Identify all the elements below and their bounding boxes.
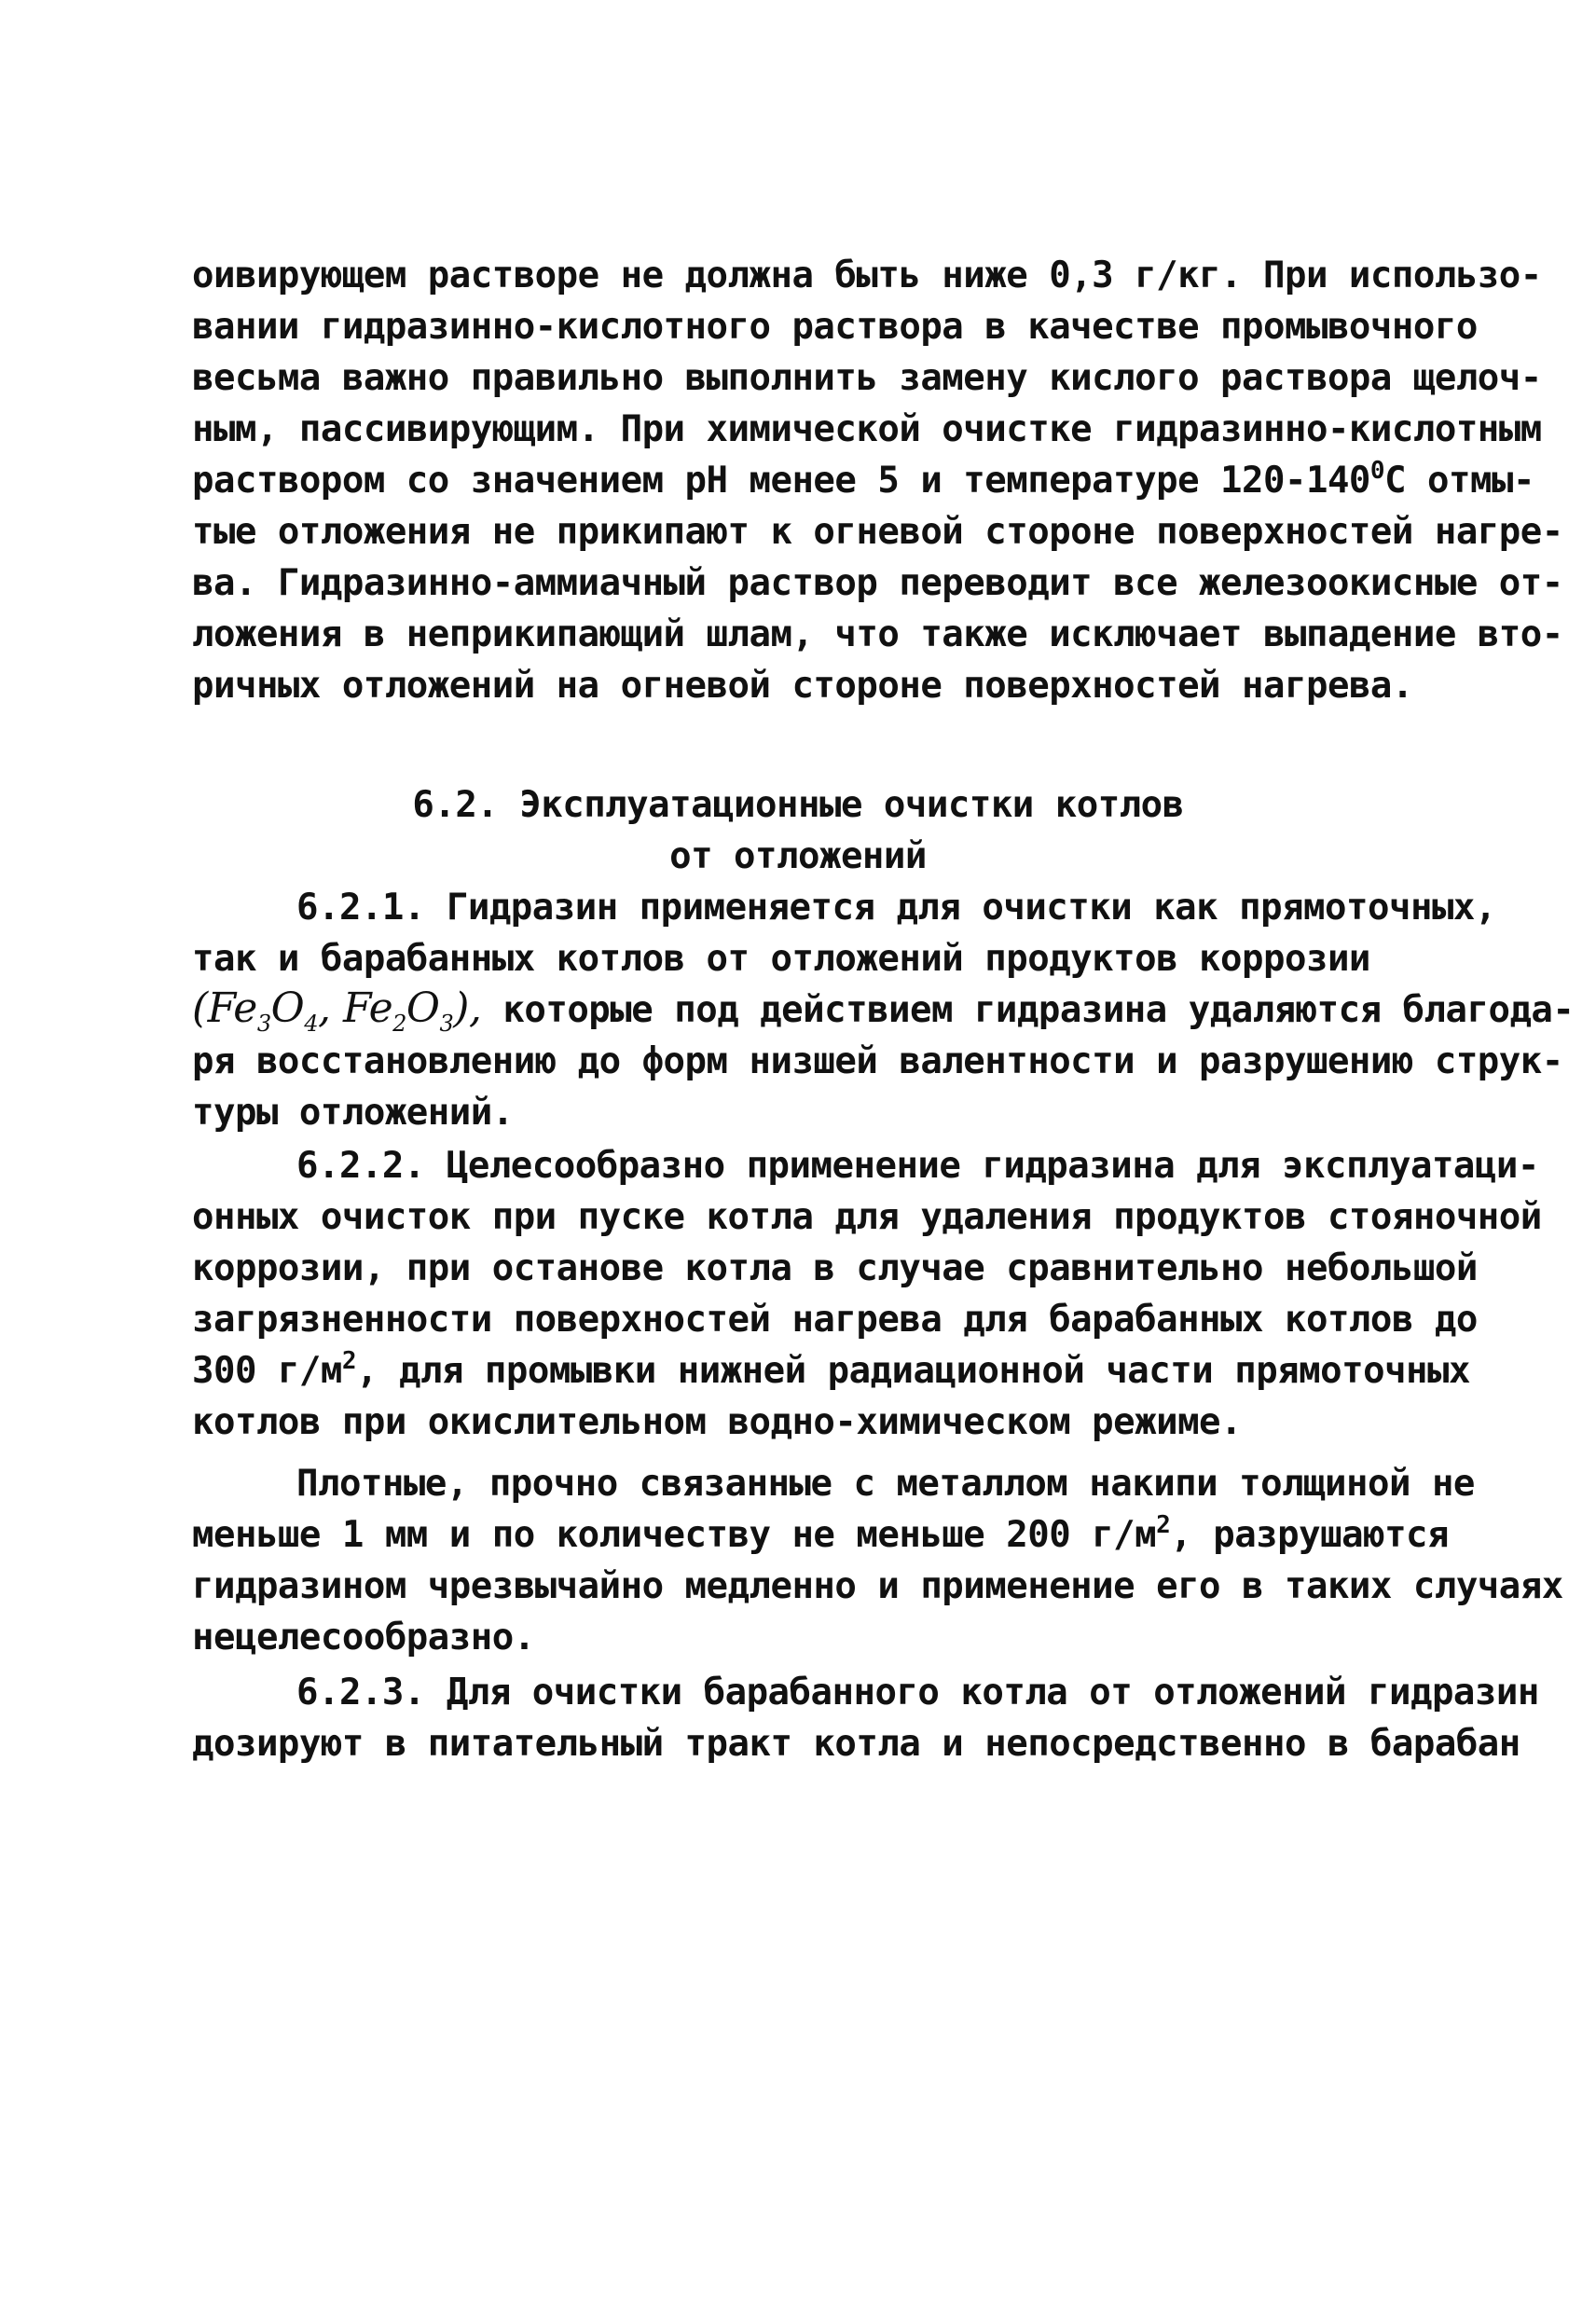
- p623-line-2: дозируют в питательный тракт котла и непосредственно в барабан: [192, 1723, 1520, 1765]
- p621-line-2: так и барабанных котлов от отложений продуктов коррозии: [192, 938, 1370, 980]
- oxide-formula: ($Fe_3O_4$, $Fe_2O_3$),: [192, 984, 482, 1037]
- p623-line-1: 6.2.3. Для очистки барабанного котла от отложений гидразин: [296, 1672, 1539, 1713]
- p621-line-1: 6.2.1. Гидразин применяется для очистки как прямоточных,: [296, 887, 1496, 929]
- dense-line-3: гидразином чрезвычайно медленно и применение его в таких случаях: [192, 1565, 1563, 1607]
- dense-superscript: 2: [1156, 1511, 1171, 1539]
- intro-line-9: ричных отложений на огневой стороне поверхностей нагрева.: [192, 665, 1413, 707]
- p622-superscript: 2: [341, 1347, 357, 1375]
- p622-line-4: загрязненности поверхностей нагрева для барабанных котлов до: [192, 1299, 1478, 1341]
- intro-line-1: оивирующем растворе не должна быть ниже 0,3 г/кг. При использо-: [192, 255, 1542, 296]
- p621-line-5: туры отложений.: [192, 1092, 514, 1134]
- p622-line-3: коррозии, при останове котла в случае сравнительно небольшой: [192, 1247, 1478, 1289]
- p621-line-3-tail: которые под действием гидразина удаляются благода-: [502, 989, 1575, 1031]
- p622-line-1: 6.2.2. Целесообразно применение гидразина для эксплуатаци-: [296, 1145, 1539, 1187]
- intro-line-4: ным, пассивирующим. При химической очистке гидразинно-кислотным: [192, 408, 1542, 450]
- degree-mark: 0: [1369, 457, 1385, 485]
- p621-line-4: ря восстановлению до форм низшей валентности и разрушению струк-: [192, 1040, 1563, 1082]
- intro-line-7: ва. Гидразинно-аммиачный раствор переводит все железоокисные от-: [192, 562, 1563, 604]
- section-heading-line-2: от отложений: [669, 835, 927, 877]
- dense-line-4: нецелесообразно.: [192, 1617, 535, 1658]
- section-heading-line-1: 6.2. Эксплуатационные очистки котлов: [412, 784, 1184, 826]
- p621-line-3: [192, 984, 1575, 1037]
- intro-line-5-tail: С отмы-: [1384, 460, 1534, 502]
- intro-line-8: ложения в неприкипающий шлам, что также исключает выпадение вто-: [192, 613, 1563, 655]
- p622-line-6: котлов при окислительном водно-химическом режиме.: [192, 1401, 1243, 1443]
- dense-line-2: меньше 1 мм и по количеству не меньше 200 $г/м^2$, разрушаются: [192, 1511, 1450, 1556]
- p622-line-5: 300 $г/м^2$, для промывки нижней радиационной части прямоточных: [192, 1347, 1470, 1392]
- intro-line-5-text: раствором со значением pH менее 5 и температуре 120-140: [192, 460, 1370, 502]
- intro-line-2: вании гидразинно-кислотного раствора в качестве промывочного: [192, 306, 1478, 348]
- p622-line-2: онных очисток при пуске котла для удаления продуктов стояночной: [192, 1196, 1542, 1238]
- intro-line-5: [192, 457, 1534, 503]
- intro-line-6: тые отложения не прикипают к огневой стороне поверхностей нагре-: [192, 511, 1563, 553]
- intro-line-3: весьма важно правильно выполнить замену кислого раствора щелоч-: [192, 357, 1542, 399]
- dense-line-1: Плотные, прочно связанные с металлом накипи толщиной не: [296, 1463, 1475, 1505]
